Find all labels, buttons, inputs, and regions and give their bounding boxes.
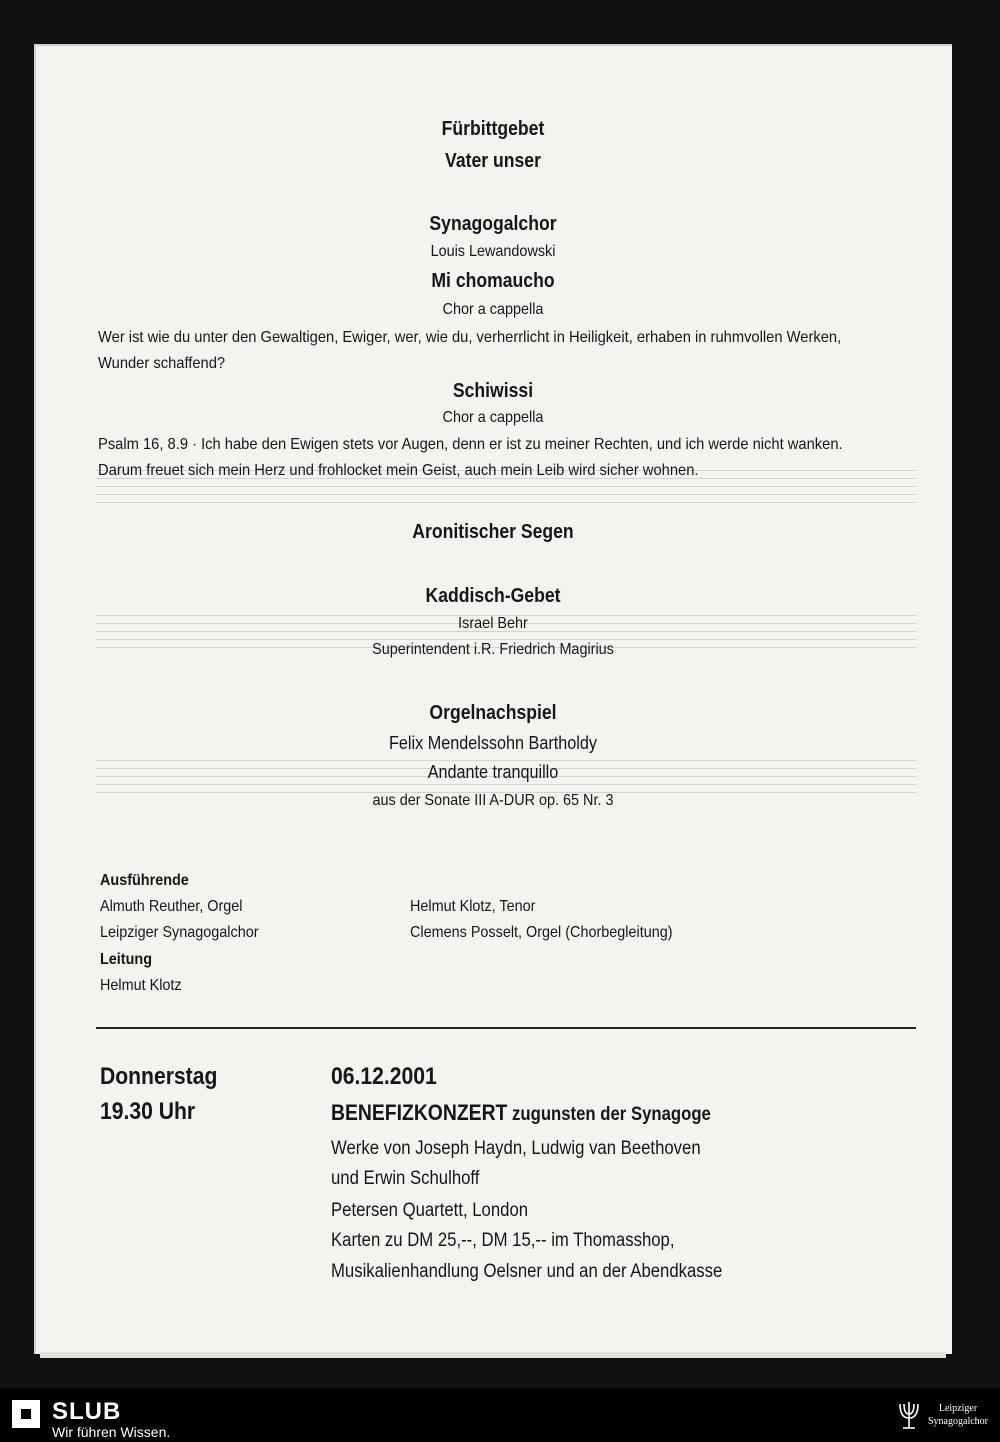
paper-edge <box>40 1352 946 1358</box>
divider-rule <box>96 1027 916 1029</box>
performer-synagogalchor: Leipziger Synagogalchor <box>100 924 259 941</box>
composer-mendelssohn: Felix Mendelssohn Bartholdy <box>388 733 598 753</box>
israel-behr: Israel Behr <box>458 615 528 632</box>
slub-logo-icon <box>12 1400 40 1428</box>
event-date: 06.12.2001 <box>331 1063 437 1090</box>
performers-heading: Ausführende <box>100 872 189 889</box>
event-time: 19.30 Uhr <box>100 1098 196 1125</box>
menorah-icon <box>896 1398 922 1432</box>
mi-chomaucho-text: Wer ist wie du unter den Gewaltigen, Ewiger, wer, wie du, verherrlicht in Heiligkeit, erhaben in ruhmvollen Werken, Wunder schaffend? <box>98 329 842 372</box>
psalm-text: Psalm 16, 8.9 · Ich habe den Ewigen stets vor Augen, denn er ist zu meiner Rechten, und ich werde nicht wanken. Darum freuet sich mein Herz und frohlocket mein Geist, auch mein Leib wird sicher wohnen. <box>98 436 843 479</box>
event-day: Donnerstag <box>100 1063 218 1090</box>
slub-tagline: Wir führen Wissen. <box>52 1424 171 1440</box>
orgelnachspiel-heading: Orgelnachspiel <box>429 702 557 724</box>
chor-a-cappella-2: Chor a cappella <box>442 409 544 426</box>
event-line-4: Karten zu DM 25,--, DM 15,-- im Thomasshop, <box>331 1230 675 1251</box>
logo-line-2: Synagogalchor <box>928 1416 988 1427</box>
event-line-5: Musikalienhandlung Oelsner und an der Abendkasse <box>331 1261 723 1282</box>
kaddisch-gebet-heading: Kaddisch-Gebet <box>425 585 561 607</box>
slub-name: SLUB <box>52 1398 122 1425</box>
event-title-bold: BENEFIZKONZERT <box>331 1100 508 1125</box>
vater-unser-heading: Vater unser <box>445 150 541 172</box>
andante-tranquillo: Andante tranquillo <box>427 762 559 782</box>
composer-lewandowski: Louis Lewandowski <box>430 243 556 260</box>
performer-reuther: Almuth Reuther, Orgel <box>100 898 243 915</box>
leitung-name: Helmut Klotz <box>100 977 182 994</box>
schiwissi-heading: Schiwissi <box>452 380 534 402</box>
chor-a-cappella-1: Chor a cappella <box>442 301 544 318</box>
performer-posselt: Clemens Posselt, Orgel (Chorbegleitung) <box>410 924 673 941</box>
event-line-1: Werke von Joseph Haydn, Ludwig van Beethoven <box>331 1138 701 1159</box>
event-title <box>331 1100 711 1126</box>
leipziger-synagogalchor-logo <box>928 1402 988 1428</box>
fuerbittgebet-heading: Fürbittgebet <box>441 118 545 140</box>
event-title-rest: zugunsten der Synagoge <box>507 1104 711 1125</box>
performer-klotz: Helmut Klotz, Tenor <box>410 898 536 915</box>
event-line-3: Petersen Quartett, London <box>331 1200 529 1221</box>
leitung-heading: Leitung <box>100 951 152 968</box>
event-line-2: und Erwin Schulhoff <box>331 1168 480 1189</box>
aronitischer-segen-heading: Aronitischer Segen <box>412 521 574 543</box>
synagogalchor-heading: Synagogalchor <box>429 213 557 235</box>
sonate-info: aus der Sonate III A-DUR op. 65 Nr. 3 <box>372 792 614 809</box>
logo-line-1: Leipziger <box>938 1403 978 1414</box>
mi-chomaucho-heading: Mi chomaucho <box>431 270 555 292</box>
friedrich-magirius: Superintendent i.R. Friedrich Magirius <box>372 641 614 658</box>
